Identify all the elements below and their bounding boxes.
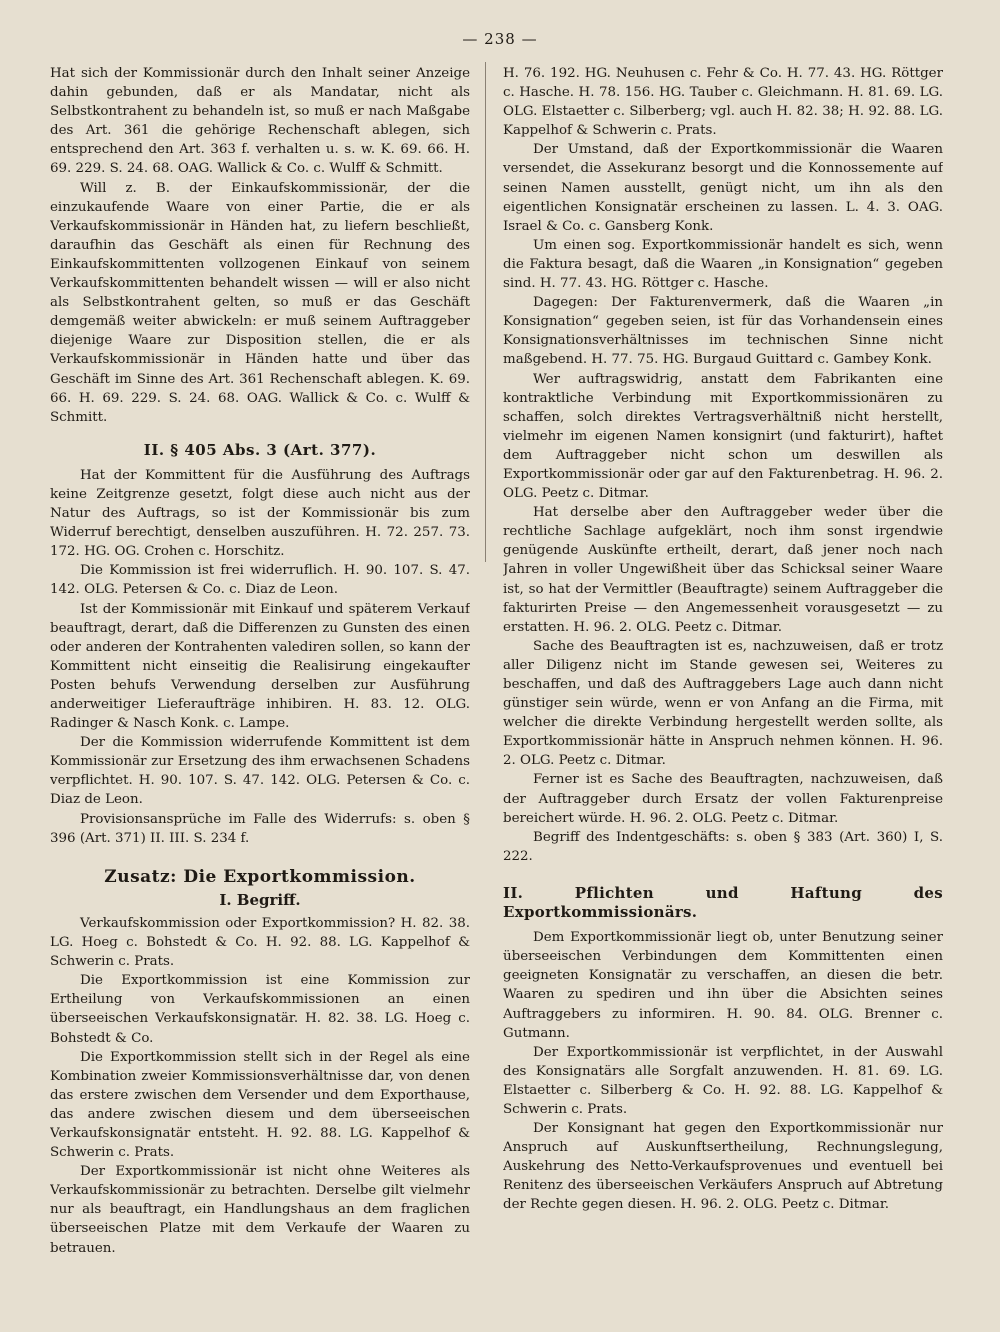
paragraph: Hat sich der Kommissionär durch den Inhalt seiner Anzeige dahin gebunden, daß er als Mandatar, nicht als Selbstkontrahent zu behandeln ist, so muß er nach Maßgabe des Art. 361 die gehörige Rechenschaft ablegen, sich entsprechend den Art. 363 f. verhalten u. s. w. K. 69. 66. H. 69. 229. S. 24. 68. OAG. Wallick & Co. c. Wulff & Schmitt.: [50, 66, 470, 177]
right-column: [503, 64, 943, 1302]
paragraph: Dem Exportkommissionär liegt ob, unter Benutzung seiner überseeischen Verbindungen dem Kommittenten einen geeigneten Konsignatär zu verschaffen, an diesen die betr. Waaren zu spediren und ihn über die Absichten seines Auftraggebers zu informiren. H. 90. 84. OLG. Brenner c. Gutmann.: [503, 930, 943, 1041]
paragraph: H. 76. 192. HG. Neuhusen c. Fehr & Co. H. 77. 43. HG. Röttger c. Hasche. H. 78. 156. HG. Tauber c. Gleichmann. H. 81. 69. LG. OLG. Elstaetter c. Silberberg; vgl. auch H. 82. 38; H. 92. 88. LG. Kappelhof & Schwerin c. Prats.: [503, 66, 943, 139]
paragraph: Der Exportkommissionär ist verpflichtet, in der Auswahl des Konsignatärs alle Sorgfalt anzuwenden. H. 81. 69. LG. Elstaetter c. Silberberg & Co. H. 92. 88. LG. Kappelhof & Schwerin c. Prats.: [503, 1044, 943, 1117]
paragraph: Verkaufskommission oder Exportkommission? H. 82. 38. LG. Hoeg c. Bohstedt & Co. H. 92. 88. LG. Kappelhof & Schwerin c. Prats.: [50, 915, 470, 970]
supplement-title: Zusatz: Die Exportkommission.: [104, 866, 416, 887]
paragraph: Sache des Beauftragten ist es, nachzuweisen, daß er trotz aller Diligenz nicht im Stande gewesen sei, Weiteres zu beschaffen, und daß des Auftraggebers Lage auch dann nicht günstiger sein würde, wenn er von Anfang an die Firma, mit welcher die direkte Verbindung hergestellt werden sollte, als Exportkommissionär hätte in Anspruch nehmen können. H. 96. 2. OLG. Peetz c. Ditmar.: [503, 638, 943, 769]
paragraph: Der Konsignant hat gegen den Exportkommissionär nur Anspruch auf Auskunftsertheilung, Rechnungslegung, Auskehrung des Netto-Verkaufsprovenues und eventuell bei Renitenz des überseeischen Verkäufers Anspruch auf Abtretung der Rechte gegen diesen. H. 96. 2. OLG. Peetz c. Ditmar.: [503, 1121, 943, 1213]
section-heading: II. § 405 Abs. 3 (Art. 377).: [143, 440, 377, 459]
paragraph: Hat der Kommittent für die Ausführung des Auftrags keine Zeitgrenze gesetzt, folgt diese auch nicht aus der Natur des Auftrags, so ist der Kommissionär bis zum Widerruf berechtigt, denselben auszuführen. H. 72. 257. 73. 172. HG. OG. Crohen c. Horschitz.: [50, 467, 470, 560]
section-subheading: I. Begriff.: [219, 890, 301, 909]
column-divider: [485, 62, 486, 562]
paragraph: Die Kommission ist frei widerruflich. H. 90. 107. S. 47. 142. OLG. Petersen & Co. c. Diaz de Leon.: [50, 563, 470, 598]
paragraph: Der Exportkommissionär ist nicht ohne Weiteres als Verkaufskommissionär zu betrachten. Derselbe gilt vielmehr nur als beauftragt, ein Handlungshaus an dem fraglichen überseeischen Platze mit dem Verkaufe der Waaren zu betrauen.: [50, 1164, 470, 1256]
paragraph: Ist der Kommissionär mit Einkauf und späterem Verkauf beauftragt, derart, daß die Differenzen zu Gunsten des einen oder anderen der Kontrahenten valediren sollen, so kann der Kommittent nicht einseitig die Realisirung eingekaufter Posten behufs Verwendung derselben zur Ausführung anderweitiger Lieferaufträge inhibiren. H. 83. 12. OLG. Radinger & Nasch Konk. c. Lampe.: [50, 601, 470, 732]
paragraph: Der Umstand, daß der Exportkommissionär die Waaren versendet, die Assekuranz besorgt und die Konnossemente auf seinen Namen ausstellt, genügt nicht, um ihn als den eigentlichen Konsignatär erscheinen zu lassen. L. 4. 3. OAG. Israel & Co. c. Gansberg Konk.: [503, 142, 943, 234]
paragraph: Der die Kommission widerrufende Kommittent ist dem Kommissionär zur Ersetzung des ihm erwachsenen Schadens verpflichtet. H. 90. 107. S. 47. 142. OLG. Petersen & Co. c. Diaz de Leon.: [50, 735, 470, 808]
paragraph: Die Exportkommission stellt sich in der Regel als eine Kombination zweier Kommissionsverhältnisse dar, von denen das erstere zwischen dem Versender und dem Exporthause, das andere zwischen diesem und dem überseeischen Verkaufskonsignatär entsteht. H. 92. 88. LG. Kappelhof & Schwerin c. Prats.: [50, 1049, 470, 1161]
paragraph: Ferner ist es Sache des Beauftragten, nachzuweisen, daß der Auftraggeber durch Ersatz der vollen Fakturenpreise bereichert würde. H. 96. 2. OLG. Peetz c. Ditmar.: [503, 772, 943, 826]
paragraph: Will z. B. der Einkaufskommissionär, der die einzukaufende Waare von einer Partie, die er als Verkaufskommissionär in Händen hat, zu liefern beschließt, daraufhin das Geschäft als einen für Rechnung des Einkaufskommittenten vollzogenen Einkauf von seinem Verkaufskommittenten behandelt wissen — will er also nicht als Selbstkontrahent gelten, so muß er das Geschäft demgemäß weiter abwickeln: er muß seinem Auftraggeber diejenige Waare zur Disposition stellen, die er als Verkaufskommissionär in Händen hatte und über das Geschäft im Sinne des Art. 361 Rechenschaft ablegen. K. 69. 66. H. 69. 229. S. 24. 68. OAG. Wallick & Co. c. Wulff & Schmitt.: [50, 180, 470, 425]
paragraph: Um einen sog. Exportkommissionär handelt es sich, wenn die Faktura besagt, daß die Waaren „in Konsignation“ gegeben sind. H. 77. 43. HG. Röttger c. Hasche.: [503, 237, 943, 292]
paragraph: Wer auftragswidrig, anstatt dem Fabrikanten eine kontraktliche Verbindung mit Exportkommissionären zu schaffen, solch direktes Vertragsverhältniß nicht herstellt, vielmehr im eigenen Namen konsignirt (und fakturirt), haftet dem Auftraggeber nicht schon um deswillen als Exportkommissionär oder gar auf den Fakturenbetrag. H. 96. 2. OLG. Peetz c. Ditmar.: [503, 371, 943, 502]
section-heading: II. Pflichten und Haftung des Exportkommissionärs.: [503, 883, 943, 922]
page-number: — 238 —: [462, 30, 538, 48]
left-column: [50, 64, 470, 1302]
paragraph: Provisionsansprüche im Falle des Widerrufs: s. oben § 396 (Art. 371) II. III. S. 234 f.: [50, 811, 470, 846]
paragraph: Dagegen: Der Fakturenvermerk, daß die Waaren „in Konsignation“ gegeben seien, ist für das Vorhandensein eines Konsignationsverhältnisses im technischen Sinne nicht maßgebend. H. 77. 75. HG. Burgaud Guittard c. Gambey Konk.: [503, 295, 943, 368]
paragraph: Die Exportkommission ist eine Kommission zur Ertheilung von Verkaufskommissionen an einen überseeischen Verkaufskonsignatär. H. 82. 38. LG. Hoeg c. Bohstedt & Co.: [50, 973, 470, 1046]
paragraph: Begriff des Indentgeschäfts: s. oben § 383 (Art. 360) I, S. 222.: [503, 829, 943, 864]
paragraph: Hat derselbe aber den Auftraggeber weder über die rechtliche Sachlage aufgeklärt, noch ihm sonst irgendwie genügende Auskünfte ertheilt, derart, daß jener noch nach Jahren in voller Ungewißheit über das Schicksal seiner Waare ist, so hat der Vermittler (Beauftragte) seinem Auftraggeber die fakturirten Preise — den Angemessenheit vorausgesetzt — zu erstatten. H. 96. 2. OLG. Peetz c. Ditmar.: [503, 505, 943, 635]
